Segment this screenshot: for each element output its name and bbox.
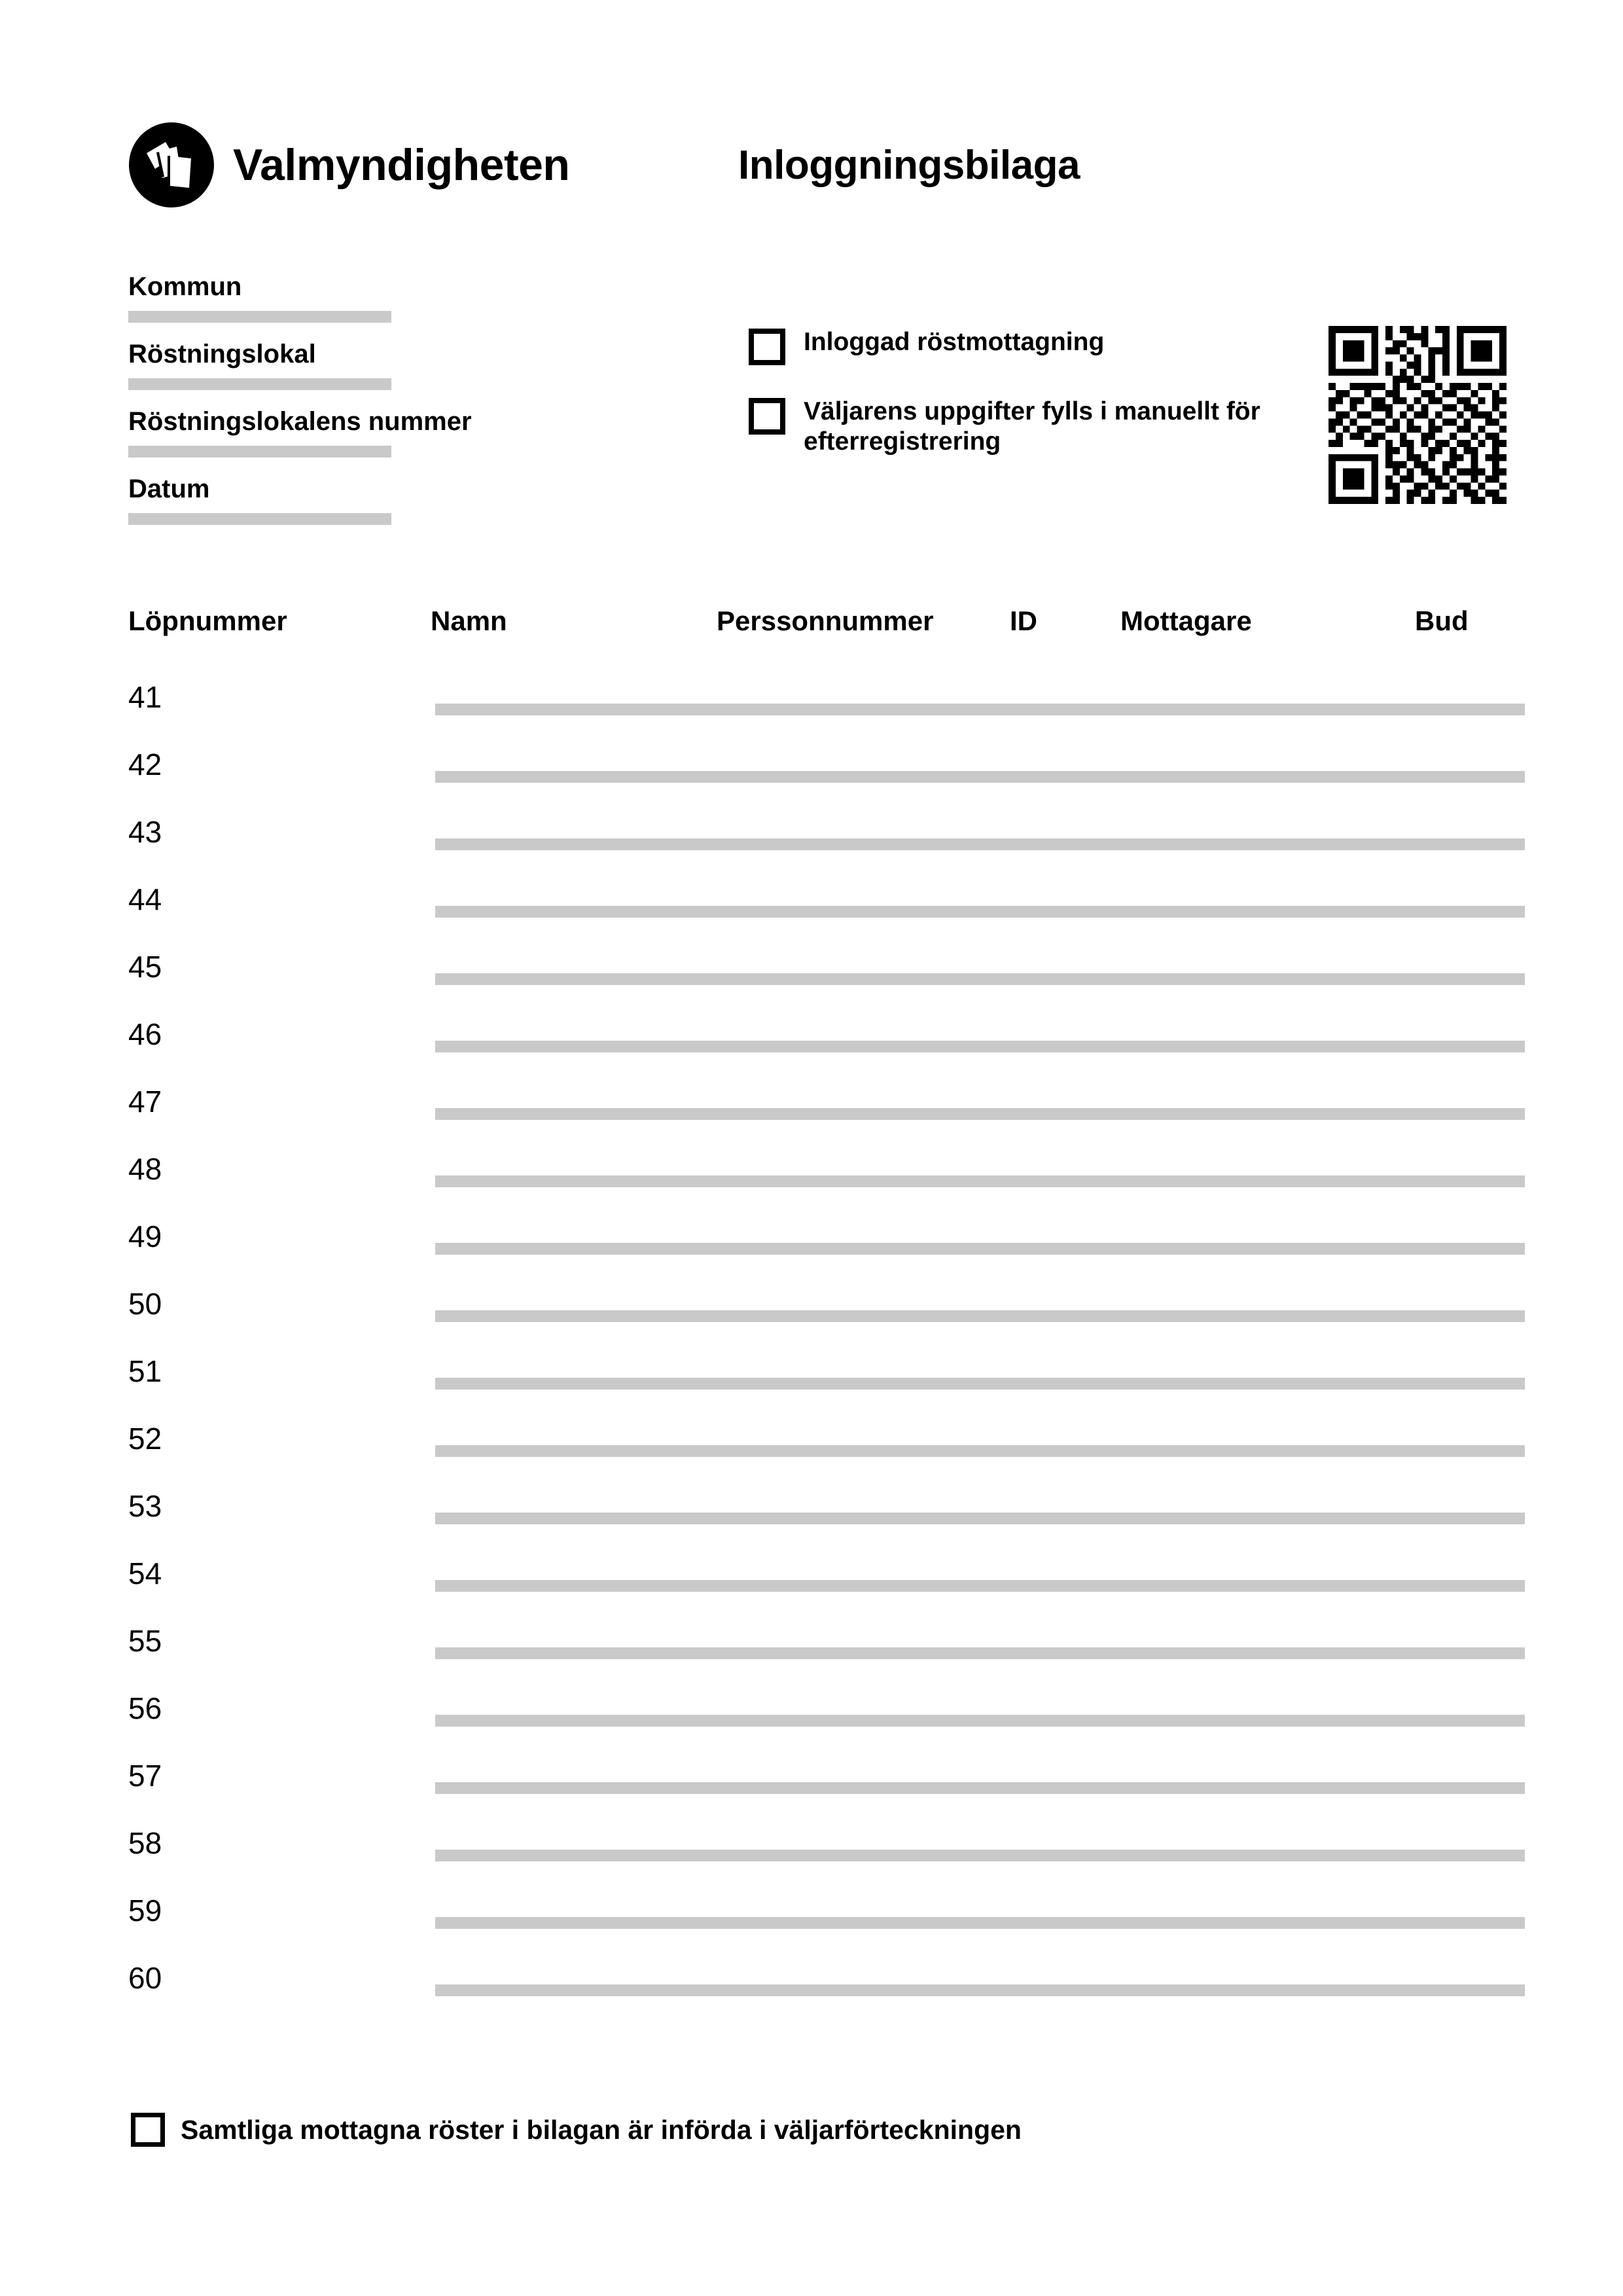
row-write-line[interactable] (435, 1243, 1525, 1255)
table-column-headers (0, 607, 1623, 647)
row-write-line[interactable] (435, 1782, 1525, 1794)
brand-lockup (128, 122, 569, 208)
row-number: 48 (128, 1152, 162, 1186)
row-number: 41 (128, 680, 162, 714)
row-write-line[interactable] (435, 1647, 1525, 1659)
field-label: Röstningslokal (128, 340, 316, 368)
row-write-line[interactable] (435, 1984, 1525, 1996)
checkbox-samtliga-rooster-inforda[interactable] (131, 2113, 165, 2147)
field-label: Röstningslokalens nummer (128, 407, 472, 436)
field-rostningslokalens-nummer (128, 407, 472, 457)
row-number: 47 (128, 1085, 162, 1119)
checkbox-manuell-efterregistrering[interactable] (749, 398, 785, 435)
column-header-lopnummer: Löpnummer (128, 605, 287, 636)
table-row (0, 1289, 1623, 1356)
row-write-line[interactable] (435, 1378, 1525, 1390)
column-header-namn: Namn (431, 605, 507, 636)
row-write-line[interactable] (435, 1513, 1525, 1524)
table-row (0, 1154, 1623, 1221)
field-datum (128, 476, 403, 525)
table-row (0, 749, 1623, 817)
table-row (0, 1626, 1623, 1693)
row-write-line[interactable] (435, 838, 1525, 850)
checkbox-row-manuell-efterregistrering[interactable] (749, 397, 1272, 457)
field-write-line[interactable] (128, 513, 391, 525)
checkbox-label: Väljarens uppgifter fylls i manuellt för efterregistrering (804, 397, 1260, 456)
table-row (0, 1693, 1623, 1761)
row-number: 42 (128, 747, 162, 781)
row-write-line[interactable] (435, 1445, 1525, 1457)
row-number: 59 (128, 1893, 162, 1928)
header-fields (128, 272, 472, 543)
row-number: 46 (128, 1017, 162, 1051)
column-header-perssonnummer: Perssonnummer (717, 605, 934, 636)
ballot-papers-circle-icon (128, 122, 215, 208)
table-row (0, 1221, 1623, 1289)
table-row (0, 682, 1623, 749)
checkbox-label: Inloggad röstmottagning (804, 328, 1105, 356)
table-row (0, 1424, 1623, 1491)
column-header-mottagare: Mottagare (1120, 605, 1252, 636)
row-number: 50 (128, 1287, 162, 1321)
checkbox-inloggad-rostmottagning[interactable] (749, 329, 785, 365)
qr-code-icon (1329, 326, 1507, 504)
table-row (0, 1086, 1623, 1154)
page-title: Inloggningsbilaga (738, 143, 1080, 188)
row-number: 43 (128, 815, 162, 849)
field-write-line[interactable] (128, 311, 391, 323)
checkbox-row-inloggad-rostmottagning[interactable] (749, 327, 1272, 365)
table-row (0, 1963, 1623, 2030)
row-number: 57 (128, 1759, 162, 1793)
row-number: 52 (128, 1422, 162, 1456)
footer-confirmation[interactable] (131, 2113, 1022, 2147)
table-row (0, 884, 1623, 952)
mode-checkbox-group (749, 327, 1272, 457)
row-number: 56 (128, 1691, 162, 1725)
row-write-line[interactable] (435, 704, 1525, 715)
table-row (0, 952, 1623, 1019)
row-number: 53 (128, 1489, 162, 1523)
row-write-line[interactable] (435, 1580, 1525, 1592)
field-label: Kommun (128, 272, 242, 301)
row-number: 55 (128, 1624, 162, 1658)
row-number: 58 (128, 1826, 162, 1860)
row-write-line[interactable] (435, 1850, 1525, 1861)
column-header-bud: Bud (1415, 605, 1469, 636)
table-row (0, 1895, 1623, 1963)
row-write-line[interactable] (435, 906, 1525, 918)
row-write-line[interactable] (435, 1041, 1525, 1052)
table-row (0, 1558, 1623, 1626)
row-number: 60 (128, 1961, 162, 1995)
row-write-line[interactable] (435, 1310, 1525, 1322)
table-row (0, 1761, 1623, 1828)
table-row (0, 817, 1623, 884)
field-write-line[interactable] (128, 378, 391, 390)
field-label: Datum (128, 475, 210, 503)
row-write-line[interactable] (435, 973, 1525, 985)
table-row (0, 1491, 1623, 1558)
row-number: 49 (128, 1219, 162, 1253)
row-number: 45 (128, 950, 162, 984)
field-rostningslokal (128, 341, 403, 390)
row-number: 54 (128, 1556, 162, 1590)
brand-name: Valmyndigheten (233, 140, 570, 190)
footer-checkbox-label: Samtliga mottagna röster i bilagan är införda i väljarförteckningen (181, 2114, 1022, 2145)
field-write-line[interactable] (128, 446, 391, 457)
row-number: 51 (128, 1354, 162, 1388)
row-write-line[interactable] (435, 1108, 1525, 1120)
row-write-line[interactable] (435, 771, 1525, 783)
column-header-id: ID (1010, 605, 1037, 636)
row-number: 44 (128, 882, 162, 916)
table-row (0, 1828, 1623, 1895)
row-write-line[interactable] (435, 1917, 1525, 1929)
table-rows (0, 682, 1623, 2030)
field-kommun (128, 274, 403, 323)
table-row (0, 1356, 1623, 1424)
row-write-line[interactable] (435, 1715, 1525, 1727)
row-write-line[interactable] (435, 1175, 1525, 1187)
table-row (0, 1019, 1623, 1086)
